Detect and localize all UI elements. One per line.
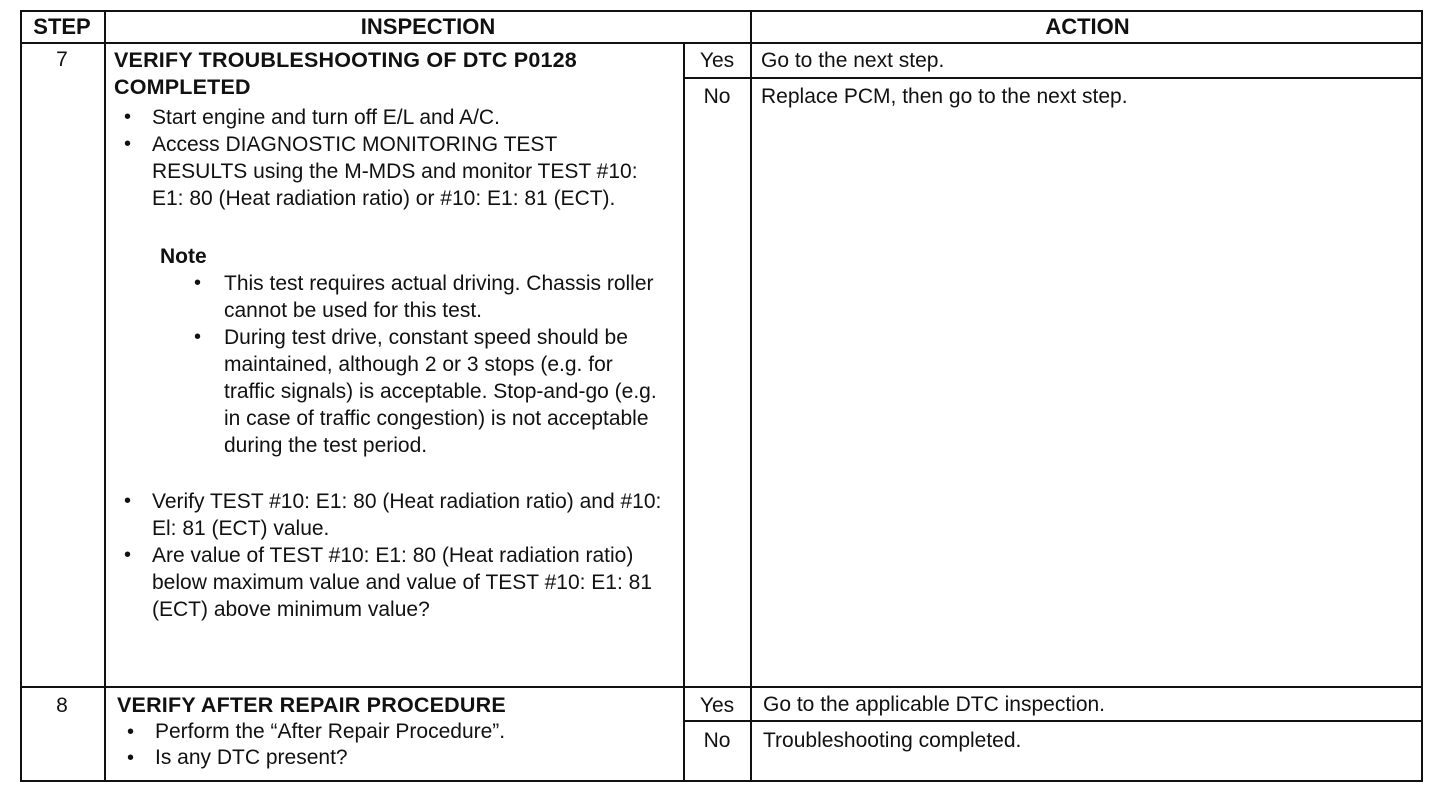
bullet-item: • Start engine and turn off E/L and A/C. xyxy=(114,104,654,131)
no-label: No xyxy=(703,85,731,108)
yes-label: Yes xyxy=(699,694,735,717)
inspection-cell xyxy=(114,47,679,623)
no-label: No xyxy=(703,729,731,752)
bullet-item: • Is any DTC present? xyxy=(117,745,677,771)
header-action: ACTION xyxy=(1045,14,1130,39)
bullet-item: • Verify TEST #10: E1: 80 (Heat radiation ratio) and #10: El: 81 (ECT) value. xyxy=(114,488,669,542)
yes-action: Go to the next step. xyxy=(761,49,945,72)
step-number: 8 xyxy=(56,694,68,717)
divider-inspection xyxy=(683,43,685,782)
note-item: • This test requires actual driving. Chassis roller cannot be used for this test. xyxy=(114,270,669,324)
note-item: • During test drive, constant speed should be maintained, although 2 or 3 stops (e.g. for traffic signals) is acceptable. Stop-and-go (e.g. in case of traffic congestion) is not acceptable during the test period. xyxy=(114,324,669,459)
note-title: Note xyxy=(160,245,207,268)
divider-row xyxy=(20,686,1423,688)
no-action: Troubleshooting completed. xyxy=(763,729,1022,752)
divider-step xyxy=(104,10,106,782)
header-inspection: INSPECTION xyxy=(360,14,496,39)
inspection-title: COMPLETED xyxy=(114,75,251,99)
divider-row8-yes xyxy=(683,720,1423,722)
no-action: Replace PCM, then go to the next step. xyxy=(761,85,1128,108)
inspection-bullets xyxy=(117,719,677,771)
yes-label: Yes xyxy=(699,49,735,72)
divider-action xyxy=(750,10,752,782)
inspection-bullets xyxy=(114,104,654,212)
bullet-item: • Perform the “After Repair Procedure”. xyxy=(117,719,677,745)
step-number: 7 xyxy=(56,48,68,71)
divider-row7-yes xyxy=(683,77,1423,79)
inspection-bullets xyxy=(114,488,669,623)
header-step: STEP xyxy=(33,14,91,39)
inspection-title: VERIFY TROUBLESHOOTING OF DTC P0128 xyxy=(114,48,577,72)
note-bullets xyxy=(114,270,669,459)
bullet-item: • Are value of TEST #10: E1: 80 (Heat radiation ratio) below maximum value and value of TEST #10: E1: 81 (ECT) above minimum value? xyxy=(114,542,669,623)
inspection-title: VERIFY AFTER REPAIR PROCEDURE xyxy=(117,693,506,717)
inspection-cell xyxy=(117,692,677,771)
bullet-item: • Access DIAGNOSTIC MONITORING TEST RESULTS using the M-MDS and monitor TEST #10: E1: 80 (Heat radiation ratio) or #10: E1: 81 (ECT). xyxy=(114,131,654,212)
yes-action: Go to the applicable DTC inspection. xyxy=(763,693,1106,716)
